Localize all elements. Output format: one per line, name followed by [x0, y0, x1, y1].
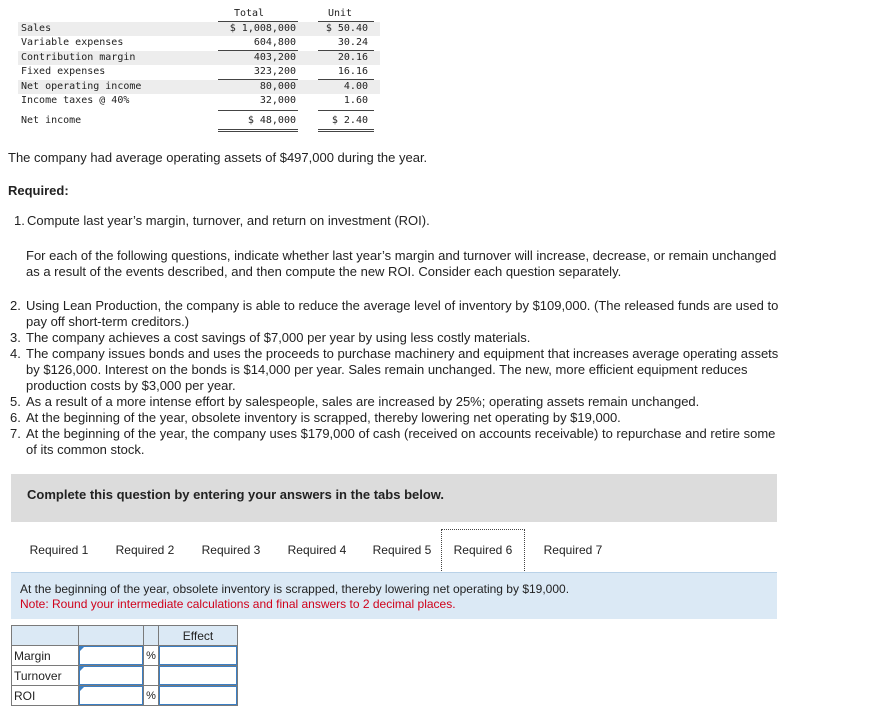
tab-required-5[interactable]: Required 5	[372, 543, 432, 557]
roi-value-input[interactable]	[79, 686, 144, 706]
margin-value-input[interactable]	[79, 646, 144, 666]
turnover-effect-select[interactable]	[159, 666, 238, 686]
effect-header: Effect	[159, 626, 238, 646]
instructions-line-2: as a result of the events described, and then compute the new ROI. Consider each question separately.	[26, 264, 622, 279]
tab-required-4[interactable]: Required 4	[287, 543, 347, 557]
input-marker-icon	[79, 686, 85, 692]
statement-row-variable-expenses: Variable expenses 604,800 30.24	[21, 37, 368, 48]
statement-row-income-taxes: Income taxes @ 40% 32,000 1.60	[21, 95, 368, 106]
percent-sign: %	[144, 686, 159, 706]
statement-row-net-operating-income: Net operating income 80,000 4.00	[18, 80, 380, 95]
row-label-turnover: Turnover	[12, 666, 79, 686]
complete-question-banner	[11, 474, 777, 522]
panel-note: Note: Round your intermediate calculations and final answers to 2 decimal places.	[20, 597, 456, 611]
roi-effect-select[interactable]	[159, 686, 238, 706]
statement-row-sales: Sales $ 1,008,000 $ 50.40	[18, 22, 380, 37]
tab-required-2[interactable]: Required 2	[115, 543, 175, 557]
percent-sign: %	[144, 646, 159, 666]
input-marker-icon	[79, 666, 85, 672]
instructions-line-1: For each of the following questions, indicate whether last year’s margin and turnover will increase, decrease, or remain unchanged	[26, 248, 777, 263]
row-label-margin: Margin	[12, 646, 79, 666]
row-label-roi: ROI	[12, 686, 79, 706]
margin-effect-select[interactable]	[159, 646, 238, 666]
complete-question-text: Complete this question by entering your answers in the tabs below.	[27, 487, 445, 502]
turnover-value-input[interactable]	[79, 666, 144, 686]
unit-column-header: Unit	[327, 8, 353, 19]
tab-required-1[interactable]: Required 1	[29, 543, 89, 557]
answer-table	[11, 625, 238, 706]
tab-panel	[11, 572, 777, 619]
panel-description: At the beginning of the year, obsolete inventory is scrapped, thereby lowering net operating by $19,000.	[20, 582, 570, 596]
statement-row-fixed-expenses: Fixed expenses 323,200 16.16	[21, 66, 368, 77]
tab-required-7[interactable]: Required 7	[543, 543, 603, 557]
turnover-unit	[144, 666, 159, 686]
tab-required-6[interactable]: Required 6	[441, 529, 525, 571]
statement-row-contribution-margin: Contribution margin 403,200 20.16	[18, 51, 380, 66]
statement-row-net-income: Net income $ 48,000 $ 2.40	[21, 114, 368, 126]
tab-required-3[interactable]: Required 3	[201, 543, 261, 557]
required-heading: Required:	[8, 183, 69, 198]
statement-header	[18, 7, 380, 22]
total-column-header: Total	[233, 8, 265, 19]
input-marker-icon	[79, 646, 85, 652]
required-tabs	[11, 529, 777, 572]
income-statement	[18, 7, 380, 129]
operating-assets-text: The company had average operating assets of $497,000 during the year.	[8, 150, 428, 165]
